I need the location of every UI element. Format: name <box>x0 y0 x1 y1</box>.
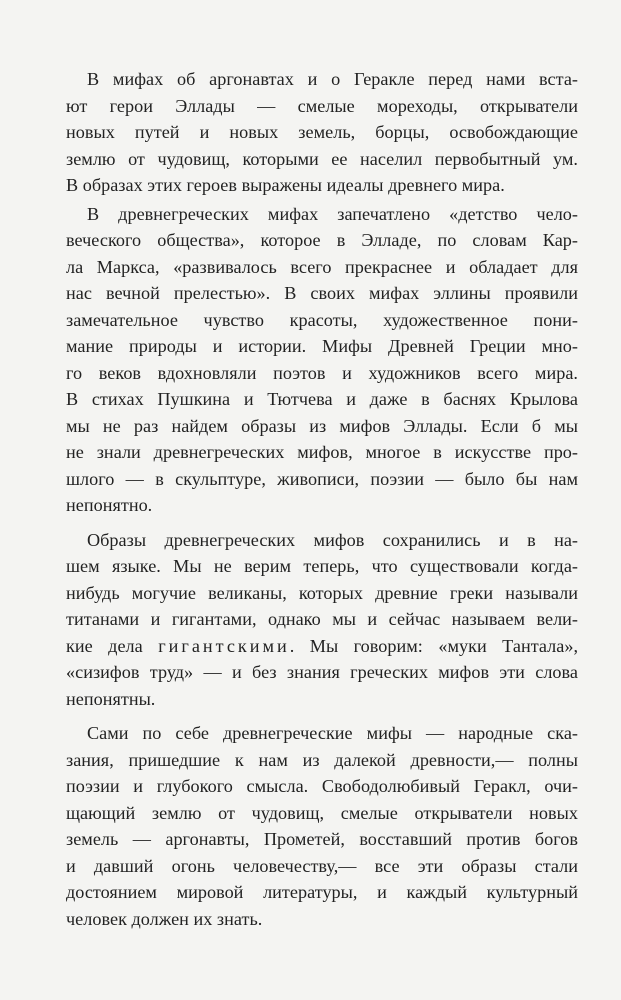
text-column <box>66 66 578 932</box>
text-line: шлого — в скульптуре, живописи, поэзии — было бы нам <box>66 468 578 489</box>
text-line: не знали древнегреческих мифов, многое в искусстве про- <box>66 442 578 462</box>
text-line: зания, пришедшие к нам из далекой древности,— полны <box>66 749 578 770</box>
text-line: нас вечной прелестью». В своих мифах эллины проявили <box>66 283 578 303</box>
text-line: человек должен их знать. <box>66 908 263 929</box>
text-segment: кие дела <box>66 635 159 656</box>
paragraph-argonauts <box>66 66 578 199</box>
text-line: землю от чудовищ, которыми ее населил первобытный ум. <box>66 148 578 169</box>
text-line: новых путей и новых земель, борцы, освобождающие <box>66 122 578 142</box>
text-line: земель — аргонавты, Прометей, восставший против богов <box>66 829 578 849</box>
text-line: В мифах об аргонавтах и о Геракле перед нами вста- <box>87 69 578 89</box>
text-line: непонятно. <box>66 495 153 515</box>
text-line: нибудь могучие великаны, которых древние греки называли <box>66 582 578 603</box>
text-line: го веков вдохновляли поэтов и художников всего мира. <box>66 362 578 383</box>
text-line: и давший огонь человечеству,— все эти образы стали <box>66 855 578 876</box>
text-line: мание природы и истории. Мифы Древней Греции мно- <box>66 336 578 356</box>
text-line: веческого общества», которое в Элладе, по словам Кар- <box>66 230 578 250</box>
text-line-mixed <box>66 633 578 660</box>
spaced-emphasis: гигантскими <box>158 635 290 656</box>
text-line: шем языке. Мы не верим теперь, что существовали когда- <box>66 556 578 576</box>
text-line: Образы древнегреческих мифов сохранились и в на- <box>87 529 578 550</box>
text-line: Сами по себе древнегреческие мифы — народные ска- <box>87 723 578 743</box>
text-line: щающий землю от чудовищ, смелые открыватели новых <box>66 802 578 823</box>
text-line: В образах этих героев выражены идеалы древнего мира. <box>66 175 505 195</box>
paragraph-childhood <box>66 201 578 519</box>
text-line: достоянием мировой литературы, и каждый культурный <box>66 882 578 902</box>
text-line: ла Маркса, «развивалось всего прекраснее и обладает для <box>66 256 578 277</box>
text-segment: . Мы говорим: «муки Тантала», <box>289 635 579 656</box>
text-line: непонятны. <box>66 688 156 709</box>
text-line: титанами и гигантами, однако мы и сейчас называем вели- <box>66 609 578 629</box>
paragraph-meaning <box>66 720 578 932</box>
text-line: ют герои Эллады — смелые мореходы, открыватели <box>66 95 578 116</box>
paragraph-language <box>66 527 578 713</box>
text-line: «сизифов труд» — и без знания греческих мифов эти слова <box>66 662 578 682</box>
text-line: В стихах Пушкина и Тютчева и даже в баснях Крылова <box>66 389 578 409</box>
text-line: мы не раз найдем образы из мифов Эллады. Если б мы <box>66 415 578 436</box>
text-line: замечательное чувство красоты, художественное пони- <box>66 309 578 330</box>
text-line: поэзии и глубокого смысла. Свободолюбивый Геракл, очи- <box>66 776 578 796</box>
text-line: В древнегреческих мифах запечатлено «детство чело- <box>87 203 578 224</box>
